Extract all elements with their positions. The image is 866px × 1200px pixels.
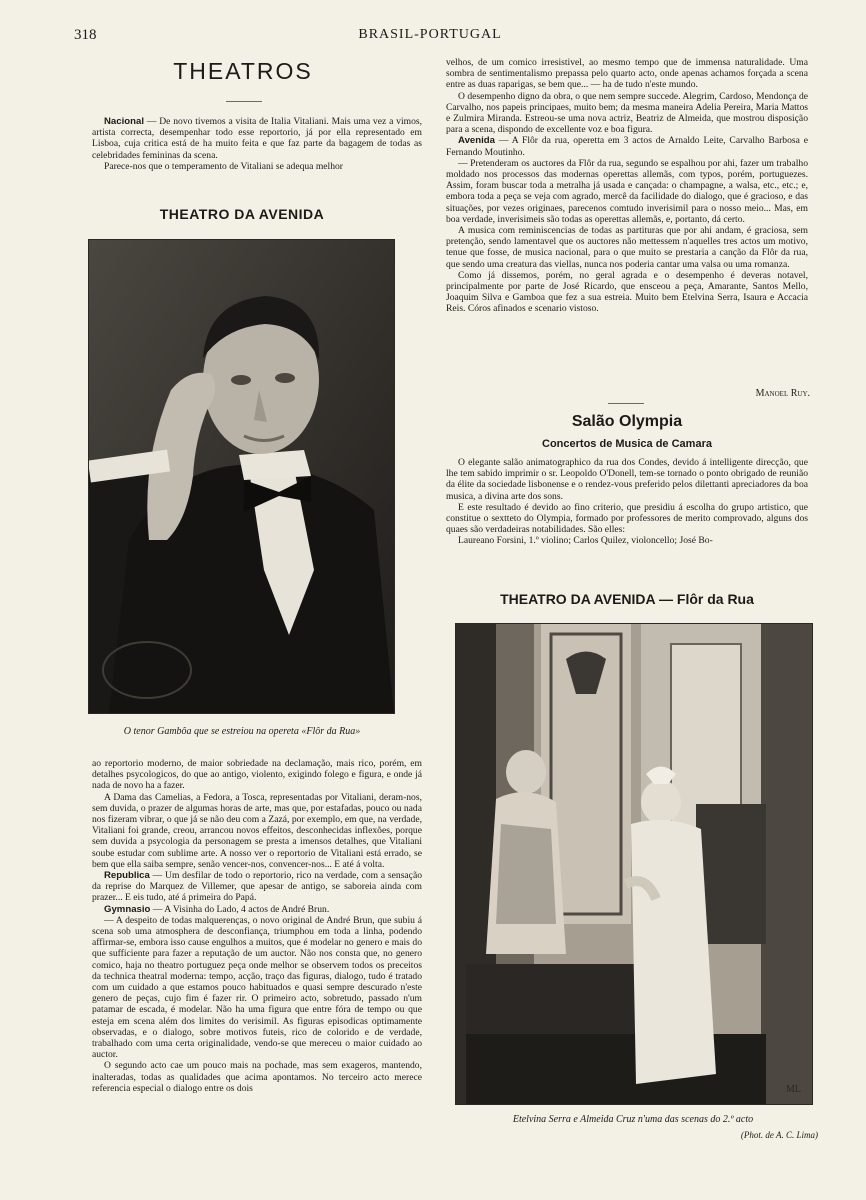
stage-scene-illustration	[456, 624, 812, 1104]
parece-paragraph: Parece-nos que o temperamento de Vitaliani se adequa melhor	[104, 160, 344, 172]
salao-subtitle: Concertos de Musica de Camara	[542, 438, 712, 450]
laureano-paragraph: Laureano Forsini, 1.º violino; Carlos Quilez, violoncello; José Bo-	[458, 535, 713, 547]
velhos-paragraph: velhos, de um comico irresistivel, ao mesmo tempo que de immensa naturalidade. Uma sombra de sentimentalismo prepassa pelo quarto acto, onde apenas achamos forçada a scena entre as duas raparigas, se bem que... — ha de tudo n'este mundo.	[446, 57, 808, 91]
tenor-photo-caption: O tenor Gambôa que se estreiou na opereta «Flôr da Rua»	[123, 726, 361, 737]
nacional-label: Nacional	[104, 116, 144, 127]
republica-label: Republica	[104, 870, 150, 882]
right-upper-text	[446, 57, 808, 315]
dama-paragraph: A Dama das Camelias, a Fedora, a Tosca, representadas por Vitaliani, deram-nos, sem duvida, o prazer de algumas horas de arte, mas que, por estafadas, pouco ou nada nos fizeram vibrar, o que já se não deu com a Zazá, por exemplo, em que, na verdade, Vitaliani foi grande, creou, arrancou novos effeitos, desconhecidas inflexões, porque sem duvida a psycologia da personagem se presta a imensos detalhes, que Vitaliani soube estudar com sublime arte. A nosso ver o reportorio de Vitaliani está errado, se bem que ella saiba sempre, senão vencer-nos, convencer-nos... E até á volta.	[92, 791, 422, 870]
segundo-paragraph: O segundo acto cae um pouco mais na pochade, mas sem exageros, mantendo, inalteradas, todas as qualidades que acima apontamos. No terceiro acto merece referencia especial o dialogo entre os dois	[92, 1060, 422, 1094]
salao-title: Salão Olympia	[571, 413, 683, 430]
running-title: BRASIL-PORTUGAL	[358, 27, 502, 42]
republica-text: — Um desfilar de todo o reportorio, rico na verdade, com a sensação da reprise do Marquez de Villemer, que apesar de antigo, se saboreia ainda com prazer... E eis tudo, até á primeira do Papá.	[92, 870, 422, 904]
left-intro-text	[92, 116, 422, 172]
avenida-text: — A Flôr da rua, operetta em 3 actos de Arnaldo Leite, Carvalho Barbosa e Fernando Moutinho.	[446, 135, 808, 158]
section-title: THEATROS	[173, 58, 313, 84]
salao-paragraph: O elegante salão animatographico da rua dos Condes, devido á intelligente direcção, que lhe tem sabido imprimir o sr. Leopoldo O'Donell, tem-se tornado o ponto obrigado de reunião da élite da sociedade lisbonense e o rendez-vous preferido pelos dilettanti apreciadores da boa musica, a divina arte dos sons.	[446, 457, 808, 502]
resultado-paragraph: E este resultado é devido ao fino criterio, que presidiu á escolha do grupo artistico, que constitue o sextteto do Olympia, formado por professores de merito comprovado, alguns dos quaes são verdadeiras notabilidades. São elles:	[446, 501, 808, 536]
como-paragraph: Como já dissemos, porém, no geral agrada e o desempenho é deveras notavel, principalmente por parte de José Ricardo, que ensceou a peça, Amarante, Santos Mello, Joaquim Silva e Gamboa que fez a sua estreia. Muito bem Etelvina Serra, Isaura e Accacia Reis. Córos afinados e scenario vistoso.	[446, 269, 808, 315]
right-photo-heading: THEATRO DA AVENIDA — Flôr da Rua	[500, 591, 754, 607]
gymnasio-label: Gymnasio	[104, 903, 151, 915]
author-signature: Manoel Ruy.	[755, 388, 810, 399]
stage-scene-photo	[455, 623, 813, 1105]
repertorio-paragraph: ao reportorio moderno, de maior sobriedade na declamação, mais rico, porém, em detalhes psycologicos, do que ao antigo, violento, exigindo folego e figura, e onde já nada de novo ha a fazer.	[92, 758, 422, 792]
right-salao-text	[446, 457, 808, 547]
pretenderam-paragraph: — Pretenderam os auctores da Flôr da rua, segundo se espalhou por ahi, fazer um trabalho moldado nos processos das modernas operettas allemãs, com typos, porém, portuguezes. Assim, foram buscar toda a metralha já usada e cançada: o champagne, a walsa, etc., etc.; e, embora toda a peça se veja com agrado, mercê da facilidade do dialogo, que é gracioso, e das situações, por vezes originaes, parecenos comtudo inverisimil para o nosso meio... Mas, em boa verdade, inverisimeis são todas as operettas allemãs, e, portanto, dá certo.	[446, 157, 808, 225]
stage-photo-caption: Etelvina Serra e Almeida Cruz n'uma das scenas do 2.º acto	[512, 1114, 754, 1125]
musica-paragraph: A musica com reminiscencias de todas as partituras que por ahi andam, é graciosa, sem pretenção, sendo lamentavel que os auctores não mettessem n'aquelles tres actos um motivo, tenue que fosse, de musica nacional, para o que muito se prestaria a canção da Flôr da rua, que sendo uma creatura das viellas, nunca nos poderia cantar uma valsa ou uma romanza.	[446, 225, 808, 270]
page-number: 318	[74, 27, 97, 43]
gymnasio-text: — A Visinha do Lado, 4 actos de André Brun.	[150, 903, 330, 915]
avenida-label: Avenida	[458, 135, 495, 147]
signature-rule	[608, 403, 644, 404]
photo-credit: (Phot. de A. C. Lima)	[740, 1130, 818, 1140]
desempenho-paragraph: O desempenho digno da obra, o que nem sempre succede. Alegrim, Cardoso, Mendonça de Carvalho, nos papeis principaes, muito bem; da mesma maneira Adelia Pereira, Maria Mattos e Zulmira Miranda. Estreou-se uma nova actriz, Beatriz de Almeida, que mostrou disposição para a scena, dispondo de excellente voz e boa figura.	[446, 90, 808, 136]
title-rule	[226, 101, 262, 102]
photographer-monogram: ML	[786, 1084, 801, 1095]
tenor-portrait-photo	[88, 239, 395, 714]
despeito-paragraph: — A despeito de todas malquerenças, o novo original de André Brun, que subiu á scena sob uma atmosphera de desconfiança, triumphou em toda a linha, podendo affirmar-se, embora isso cause engulhos a muitos, que é modelar no genero e mais do que sufficiente para fazer a reputação de um auctor. Não nos consta que, no genero comico, haja no theatro portuguez peça onde melhor se observem todos os preceitos da technica theatral moderna: tempo, acção, traço das figuras, dialogo, tudo é tratado com um cuidado a que estamos pouco habituados e quasi sempre descurado n'este genero de peças, cujo fim é fazer rir. O primeiro acto, sobretudo, passado n'um patamar de escada, é modelar. Não ha uma figura que entre fóra de tempo ou que esteja em scena além dos limites do verisimil. As figuras episodicas optimamente observadas, e o dialogo, sobre motivos futeis, rico de colorido e de verdade, trabalhado com uma certa originalidade, vendo-se que mereceu o maior cuidado ao auctor.	[92, 914, 422, 1061]
tenor-portrait-illustration	[89, 240, 394, 713]
left-photo-heading: THEATRO DA AVENIDA	[159, 206, 325, 222]
nacional-text: — De novo tivemos a visita de Italia Vitaliani. Mais uma vez a vimos, artista correcta, desempenhar todo esse reportorio, já por ella representado em Lisboa, cuja critica está de ha muito feita e que faz parte da bagagem de todas as celebridades femininas da scena.	[92, 116, 422, 161]
left-lower-text	[92, 758, 422, 1094]
